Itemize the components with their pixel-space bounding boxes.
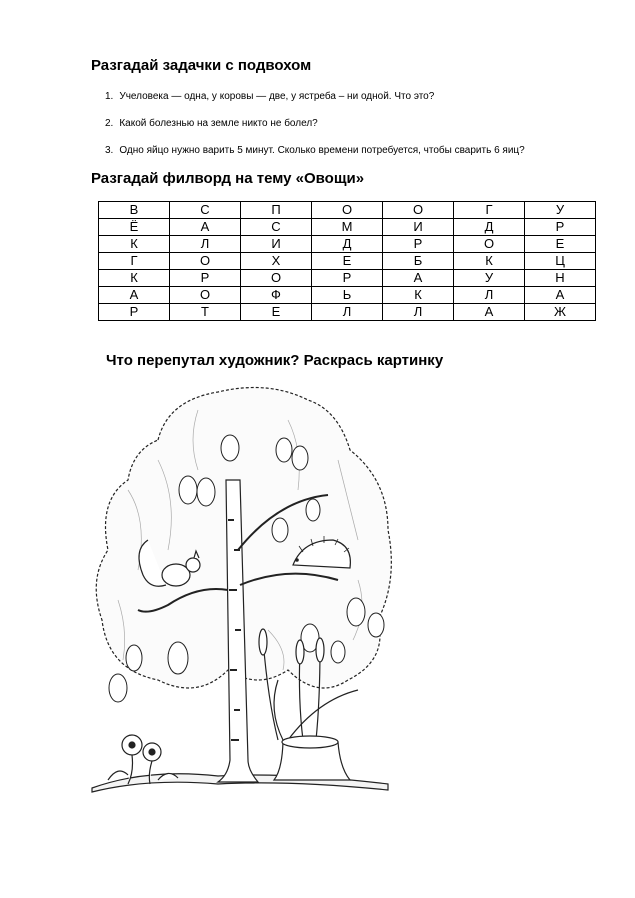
grid-cell: Р	[170, 270, 241, 287]
riddles-list	[105, 91, 525, 172]
grid-cell: Р	[312, 270, 383, 287]
grid-cell: О	[241, 270, 312, 287]
grid-cell: Т	[170, 304, 241, 321]
grid-cell: М	[312, 219, 383, 236]
grid-cell: О	[312, 202, 383, 219]
grid-cell: Л	[383, 304, 454, 321]
grid-cell: Ж	[525, 304, 596, 321]
grid-cell: К	[454, 253, 525, 270]
grid-cell: Д	[454, 219, 525, 236]
grid-cell: О	[454, 236, 525, 253]
grid-cell: С	[170, 202, 241, 219]
riddle-text: Учеловека — одна, у коровы — две, у ястреба – ни одной. Что это?	[119, 91, 435, 102]
item-number: 2.	[105, 118, 114, 129]
grid-cell: П	[241, 202, 312, 219]
grid-cell: Б	[383, 253, 454, 270]
grid-row	[99, 304, 596, 321]
grid-cell: Р	[99, 304, 170, 321]
grid-cell: Г	[454, 202, 525, 219]
grid-cell: Ф	[241, 287, 312, 304]
grid-cell: У	[525, 202, 596, 219]
grid-cell: Х	[241, 253, 312, 270]
grid-cell: А	[525, 287, 596, 304]
grid-cell: О	[383, 202, 454, 219]
riddle-text: Какой болезнью на земле никто не болел?	[119, 118, 318, 129]
grid-cell: К	[99, 270, 170, 287]
grid-cell: О	[170, 287, 241, 304]
grid-cell: Л	[454, 287, 525, 304]
grid-cell: Л	[312, 304, 383, 321]
grid-cell: А	[454, 304, 525, 321]
grid-cell: Д	[312, 236, 383, 253]
grid-cell: И	[383, 219, 454, 236]
grid-cell: Н	[525, 270, 596, 287]
grid-cell: К	[383, 287, 454, 304]
grid-row	[99, 287, 596, 304]
list-item	[105, 145, 525, 172]
grid-cell: Г	[99, 253, 170, 270]
fillword-grid	[98, 201, 596, 321]
fillword-heading: Разгадай филворд на тему «Овощи»	[91, 170, 365, 187]
grid-cell: И	[241, 236, 312, 253]
grid-cell: Р	[383, 236, 454, 253]
grid-cell: А	[170, 219, 241, 236]
list-item	[105, 91, 525, 118]
item-number: 1.	[105, 91, 114, 102]
grid-cell: Л	[170, 236, 241, 253]
coloring-heading: Что перепутал художник? Раскрась картинку	[106, 352, 444, 369]
riddle-text: Одно яйцо нужно варить 5 минут. Сколько времени потребуется, чтобы сварить 6 яиц?	[119, 145, 525, 156]
item-number: 3.	[105, 145, 114, 156]
grid-cell: Ь	[312, 287, 383, 304]
list-item	[105, 118, 525, 145]
birch-tree-coloring-picture	[88, 380, 410, 832]
grid-row	[99, 270, 596, 287]
grid-cell: О	[170, 253, 241, 270]
grid-cell: Ц	[525, 253, 596, 270]
grid-cell: А	[383, 270, 454, 287]
riddles-heading: Разгадай задачки с подвохом	[91, 57, 312, 74]
grid-cell: Ё	[99, 219, 170, 236]
grid-cell: Е	[312, 253, 383, 270]
grid-cell: А	[99, 287, 170, 304]
grid-row	[99, 202, 596, 219]
grid-cell: Р	[525, 219, 596, 236]
grid-cell: У	[454, 270, 525, 287]
grid-row	[99, 219, 596, 236]
grid-cell: К	[99, 236, 170, 253]
grid-row	[99, 236, 596, 253]
grid-cell: В	[99, 202, 170, 219]
grid-cell: Е	[525, 236, 596, 253]
grid-cell: Е	[241, 304, 312, 321]
grid-cell: С	[241, 219, 312, 236]
grid-row	[99, 253, 596, 270]
